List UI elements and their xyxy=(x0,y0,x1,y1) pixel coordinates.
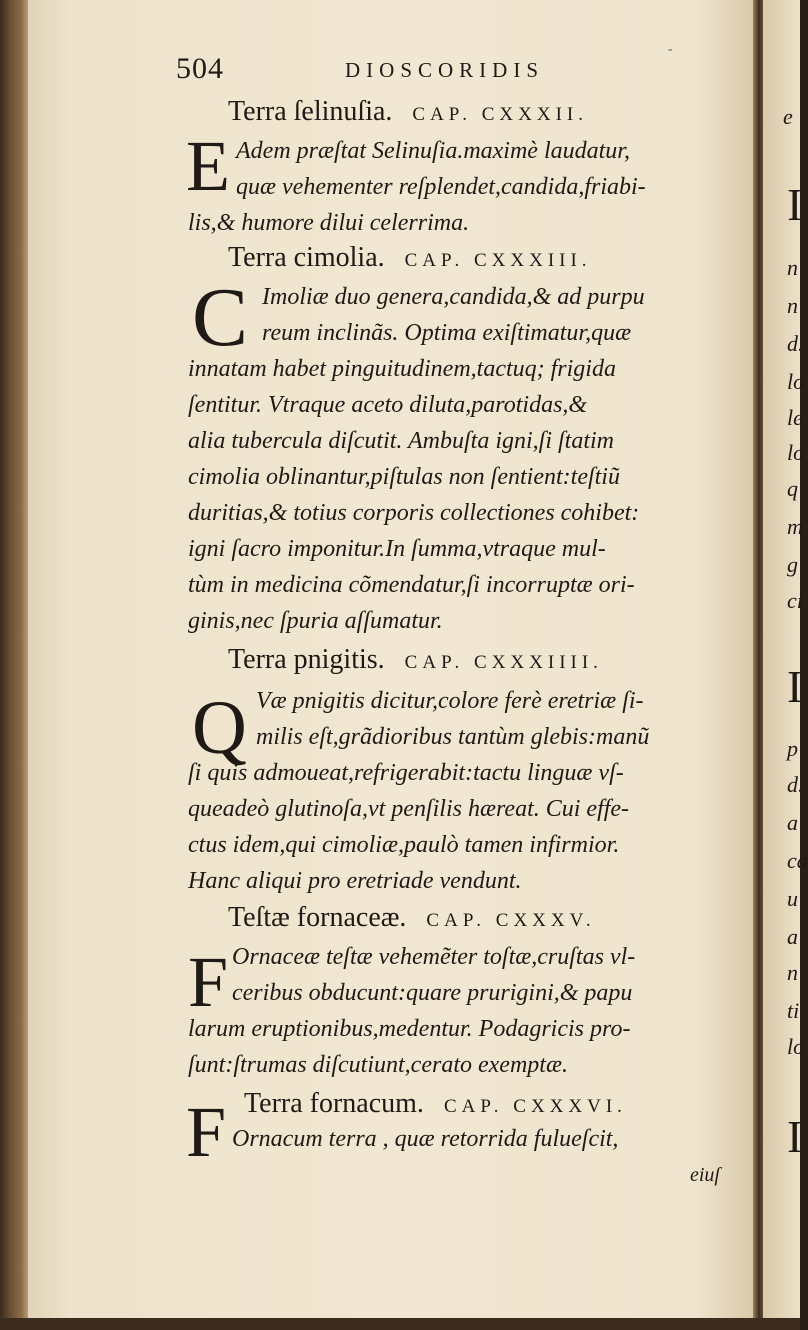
facing-page-fragment: n xyxy=(787,293,798,318)
text-line: alia tubercula diſcutit. Ambuſta igni,ſi ſtatim xyxy=(188,428,614,454)
chapter-heading xyxy=(228,644,603,676)
facing-page-fragment: d. xyxy=(787,331,804,356)
chapter-title: Teſtæ fornaceæ. xyxy=(228,902,407,933)
text-line: ctus idem,qui cimoliæ,paulò tamen infirmior. xyxy=(188,832,620,858)
chapter-number: CAP. CXXXIII. xyxy=(404,250,592,271)
facing-page-fragment: e xyxy=(783,104,793,129)
text-line: lis,& humore dilui celerrima. xyxy=(188,210,470,236)
text-line: Imoliæ duo genera,candida,& ad purpu xyxy=(262,284,645,310)
book-spine-edge xyxy=(0,0,28,1330)
facing-page-edge xyxy=(763,0,808,1318)
text-line: milis eſt,grãdioribus tantùm glebis:manũ xyxy=(256,724,650,750)
facing-page-fragment: u xyxy=(787,886,798,911)
text-line: ginis,nec ſpuria aſſumatur. xyxy=(188,608,443,634)
text-line: innatam habet pinguitudinem,tactuq; frigida xyxy=(188,356,616,382)
facing-page-fragment: n xyxy=(787,255,798,280)
facing-page-fragment: ti xyxy=(787,998,800,1023)
facing-page-fragment: p xyxy=(787,736,798,761)
facing-page-fragment: lo xyxy=(787,369,805,394)
book-gutter xyxy=(753,0,763,1318)
book-bottom-edge xyxy=(0,1318,800,1330)
text-line: ſi quis admoueat,refrigerabit:tactu linguæ vſ- xyxy=(188,760,624,786)
facing-page-fragment: I xyxy=(787,661,803,712)
text-line: cimolia oblinantur,piſtulas non ſentient:teſtiũ xyxy=(188,464,620,490)
chapter-heading xyxy=(228,96,588,128)
drop-capital: F xyxy=(186,1092,227,1172)
facing-page-fragment: lo xyxy=(787,1034,805,1059)
chapter-number: CAP. CXXXII. xyxy=(412,104,589,125)
facing-page-fragment: lo xyxy=(787,440,805,465)
chapter-heading xyxy=(228,902,596,934)
text-line: Ornacum terra , quæ retorrida fulueſcit, xyxy=(232,1126,619,1152)
page-number: 504 xyxy=(176,52,224,85)
chapter-title: Terra fornacum. xyxy=(244,1088,424,1119)
text-line: Hanc aliqui pro eretriade vendunt. xyxy=(188,868,522,894)
text-line: ſunt:ſtrumas diſcutiunt,cerato exemptæ. xyxy=(188,1052,568,1078)
drop-capital: F xyxy=(188,942,229,1022)
text-line: Ornaceæ teſtæ vehemẽter toſtæ,cruſtas vl- xyxy=(232,944,636,970)
chapter-number: CAP. CXXXV. xyxy=(426,910,596,931)
chapter-number: CAP. CXXXVI. xyxy=(443,1096,627,1117)
catchword: eiuſ xyxy=(690,1164,720,1186)
facing-page-fragment: le xyxy=(787,405,803,430)
facing-page-fragment: n xyxy=(787,960,798,985)
text-line: Væ pnigitis dicitur,colore ferè eretriæ ſi- xyxy=(256,688,644,714)
text-line: queadeò glutinoſa,vt penſilis hæreat. Cui effe- xyxy=(188,796,630,822)
chapter-heading xyxy=(244,1088,627,1120)
text-line: igni ſacro imponitur.In ſumma,vtraque mul- xyxy=(188,536,606,562)
drop-capital: C xyxy=(192,271,249,364)
facing-page-fragment: ci xyxy=(787,588,803,613)
chapter-title: Terra cimolia. xyxy=(228,242,385,273)
running-head-title: DIOSCORIDIS xyxy=(345,58,545,82)
facing-page-fragment: a xyxy=(787,810,798,835)
facing-page-fragment: g xyxy=(787,552,798,577)
text-line: duritias,& totius corporis collectiones cohibet: xyxy=(188,500,640,526)
facing-page-fragment: ca xyxy=(787,848,808,873)
chapter-title: Terra pnigitis. xyxy=(228,644,385,675)
text-line: ſentitur. Vtraque aceto diluta,parotidas,& xyxy=(188,392,588,418)
drop-capital: Q xyxy=(192,686,247,770)
facing-page-fragment: d. xyxy=(787,772,804,797)
facing-page-fragment: I xyxy=(787,1111,803,1162)
text-line: Adem præſtat Selinuſia.maximè laudatur, xyxy=(236,138,630,164)
facing-page-fragment: m xyxy=(787,514,803,539)
text-line: ceribus obducunt:quare prurigini,& papu xyxy=(232,980,633,1006)
facing-page-fragment: a xyxy=(787,924,798,949)
drop-capital: E xyxy=(186,126,230,206)
facing-page-fragment: I xyxy=(787,179,803,230)
text-line: reum inclinãs. Optima exiſtimatur,quæ xyxy=(262,320,632,346)
text-line: quæ vehementer reſplendet,candida,friabi- xyxy=(236,174,646,200)
chapter-number: CAP. CXXXIIII. xyxy=(404,652,603,673)
printer-mark: - xyxy=(668,42,673,57)
chapter-title: Terra ſelinuſia. xyxy=(228,96,393,127)
text-line: larum eruptionibus,medentur. Podagricis pro- xyxy=(188,1016,631,1042)
text-line: tùm in medicina cõmendatur,ſi incorruptæ ori- xyxy=(188,572,635,598)
chapter-heading xyxy=(228,242,592,274)
facing-page-fragment: q xyxy=(787,476,798,501)
